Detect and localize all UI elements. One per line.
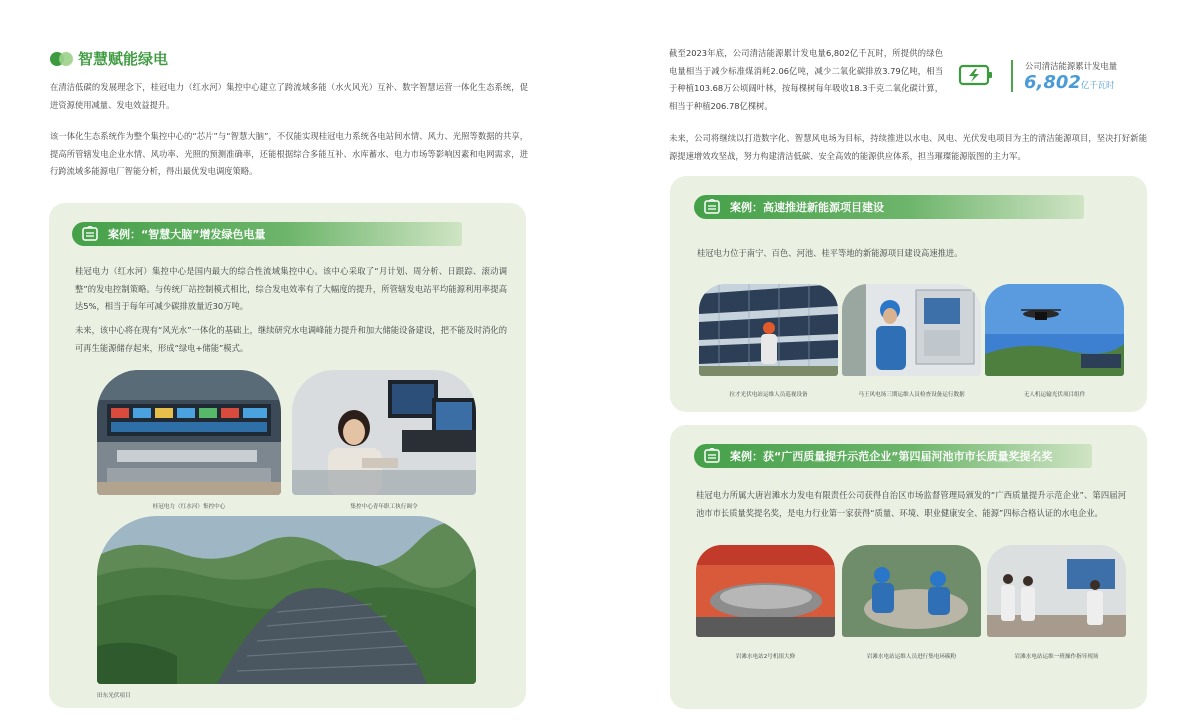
section-dot-icon [50, 51, 74, 67]
section-title: 智慧赋能绿电 [78, 50, 169, 68]
battery-icon [958, 62, 994, 92]
document-icon [702, 198, 722, 216]
case-title: 案例：“智慧大脑”增发绿色电量 [108, 228, 266, 241]
caption-collector-ring: 岩滩水电站运维人员进行集电环碳粉 [866, 654, 957, 660]
stat-divider [1011, 60, 1013, 92]
caption-lacai-pv: 拉才光伏电站运维人员巡视设备 [729, 392, 808, 398]
stat-highlight [958, 58, 1158, 98]
case2-paragraph: 桂冠电力所属大唐岩滩水力发电有限责任公司获得自治区市场监督管理局颁发的“广西质量提升示范企业”、第四届河池市市长质量奖提名奖，是电力行业第一家获得“质量、环境、职业健康安全、能源”四标合格认证的水电企业。 [696, 490, 1126, 518]
case-banner-quality-award [694, 444, 1092, 468]
photo-control-center [97, 370, 281, 495]
photo-tiandong-solar [97, 516, 476, 684]
stat-value: 6,802 [1024, 72, 1081, 93]
case-banner-new-energy [694, 195, 1084, 219]
case2-title: 案例：获“广西质量提升示范企业”第四届河池市市长质量奖提名奖 [730, 450, 1053, 463]
caption-unit2-overhaul: 岩滩水电站2号机组大修 [735, 654, 796, 660]
case1-title: 案例：高速推进新能源项目建设 [730, 201, 884, 214]
intro-paragraph-2: 该一体化生态系统作为整个集控中心的“芯片”与“智慧大脑”，不仅能实现桂冠电力系统各电站间水情、风力、光照等数据的共享，提高所管辖发电企业水情、风功率、光照的预测准确率，还能根据综合多能互补、水库蓄水、电力市场等影响因素和电网需求，进行跨流域多能源电厂智能分析，得出最优发电调度策略。 [50, 131, 528, 176]
caption-mawang-wind: 马王风电场三期运维人员检查设备运行数据 [858, 392, 965, 398]
photo-drone-pv [985, 284, 1124, 376]
case1-paragraph: 桂冠电力位于南宁、百色、河池、桂平等地的新能源项目建设高速推进。 [697, 248, 963, 258]
photo-lacai-pv [699, 284, 838, 376]
stat-label: 公司清洁能源累计发电量 [1025, 61, 1118, 71]
intro-paragraph-1: 在清洁低碳的发展理念下，桂冠电力（红水河）集控中心建立了跨流域多能（水火风光）互补、数字智慧运营一体化生态系统，促进资源使用减量、发电效益提升。 [50, 82, 528, 110]
photo-unit2-overhaul [696, 545, 835, 637]
stat-paragraph: 截至2023年底，公司清洁能源累计发电量6,802亿千瓦时，所提供的绿色电量相当于减少标准煤消耗2.06亿吨，减少二氧化碳排放3.79亿吨，相当于种植103.68万公顷阔叶林，按每棵树每年吸收18.3千克二氧化碳计算，相当于种植206.78亿棵树。 [669, 48, 943, 111]
caption-drone-pv: 无人机运输光伏项目组件 [1023, 392, 1086, 398]
case-banner-smart-brain [72, 222, 462, 246]
document-icon [80, 225, 100, 243]
future-paragraph: 未来，公司将继续以打造数字化、智慧风电场为目标，持续推进以水电、风电、光伏发电项目为主的清洁能源项目，坚决打好新能源提速增效攻坚战，努力构建清洁低碳、安全高效的能源供应体系，担当璀璨能源版图的主力军。 [669, 133, 1147, 161]
case-paragraph-1: 桂冠电力（红水河）集控中心是国内最大的综合性流域集控中心。该中心采取了“月计划、周分析、日跟踪、滚动调整”的发电控制策略。与传统厂站控制模式相比，综合发电效率有了大幅度的提升，所管辖发电站平均能源利用率提高达5%，相当于每年可减少碳排放量近30万吨。 [75, 266, 507, 311]
document-icon [702, 447, 722, 465]
photo-operation-guidance [987, 545, 1126, 637]
caption-tiandong-solar: 田东光伏项目 [97, 693, 131, 699]
photo-mawang-wind [842, 284, 981, 376]
case-paragraph-2: 未来，该中心将在现有“风光水”一体化的基础上，继续研究水电调峰能力提升和加大储能设备建设，把不能及时消化的可再生能源储存起来，形成“绿电+储能”模式。 [75, 325, 507, 353]
caption-operation-guidance: 岩滩水电站运维一班操作指导现场 [1014, 654, 1099, 660]
stat-unit: 亿千瓦时 [1080, 80, 1115, 90]
caption-control-center: 桂冠电力（红水河）集控中心 [152, 504, 226, 510]
section-header [50, 48, 168, 69]
stat-value-line [1024, 72, 1114, 93]
caption-young-staff: 集控中心青年职工执行调令 [350, 504, 418, 510]
photo-young-staff [292, 370, 476, 495]
photo-collector-ring [842, 545, 981, 637]
